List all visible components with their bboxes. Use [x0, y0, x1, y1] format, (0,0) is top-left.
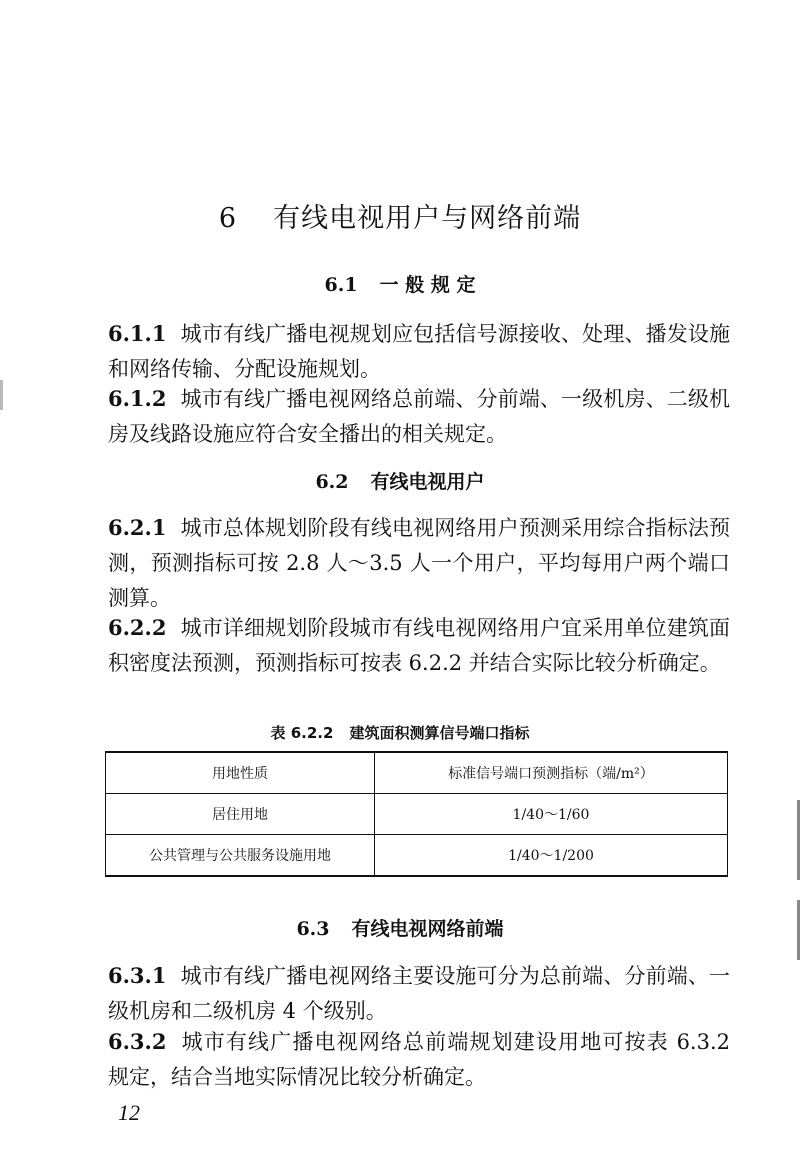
chapter-title — [0, 196, 800, 235]
clause-6-2-1 — [108, 510, 730, 616]
section-number: 6.2 — [315, 471, 349, 493]
table-header-cell: 标准信号端口预测指标（端/m²） — [375, 752, 728, 794]
clause-6-3-2 — [108, 1024, 730, 1095]
clause-number: 6.1.1 — [108, 321, 167, 346]
clause-number: 6.3.1 — [108, 963, 167, 988]
clause-number: 6.2.1 — [108, 515, 167, 540]
page-number: 12 — [118, 1100, 140, 1125]
clause-text: 城市总体规划阶段有线电视网络用户预测采用综合指标法预测，预测指标可按 2.8 人～3.5 人一个用户，平均每用户两个端口测算。 — [108, 516, 730, 610]
clause-6-2-2 — [108, 610, 730, 681]
section-title-6-1 — [0, 270, 800, 297]
clause-number: 6.2.2 — [108, 615, 167, 640]
table-header-row — [106, 752, 728, 794]
table-cell: 1/40～1/200 — [375, 835, 728, 877]
clause-6-1-2 — [108, 381, 730, 452]
clause-6-1-1 — [108, 316, 730, 387]
section-number: 6.3 — [296, 918, 330, 940]
table-cell: 公共管理与公共服务设施用地 — [106, 835, 375, 877]
clause-text: 城市详细规划阶段城市有线电视网络用户宜采用单位建筑面积密度法预测，预测指标可按表 6.2.2 并结合实际比较分析确定。 — [108, 616, 730, 675]
table-cell: 居住用地 — [106, 794, 375, 835]
section-title-text: 一 般 规 定 — [379, 274, 476, 296]
table-caption — [0, 722, 800, 743]
clause-number: 6.1.2 — [108, 386, 167, 411]
table-row — [106, 835, 728, 877]
table-number: 表 6.2.2 — [270, 724, 334, 742]
section-number: 6.1 — [324, 274, 358, 296]
chapter-number: 6 — [218, 203, 238, 234]
table-title: 建筑面积测算信号端口指标 — [349, 724, 530, 742]
chapter-title-text: 有线电视用户与网络前端 — [273, 203, 582, 234]
clause-number: 6.3.2 — [108, 1029, 167, 1054]
section-title-text: 有线电视用户 — [370, 471, 485, 493]
table-cell: 1/40～1/60 — [375, 794, 728, 835]
section-title-6-2 — [0, 467, 800, 494]
clause-text: 城市有线广播电视网络主要设施可分为总前端、分前端、一级机房和二级机房 4 个级别。 — [108, 964, 730, 1023]
clause-6-3-1 — [108, 958, 730, 1029]
clause-text: 城市有线广播电视规划应包括信号源接收、处理、播发设施和网络传输、分配设施规划。 — [108, 322, 730, 381]
section-title-text: 有线电视网络前端 — [351, 918, 504, 940]
table-row — [106, 794, 728, 835]
clause-text: 城市有线广播电视网络总前端、分前端、一级机房、二级机房及线路设施应符合安全播出的相关规定。 — [108, 387, 730, 446]
clause-text: 城市有线广播电视网络总前端规划建设用地可按表 6.3.2 规定，结合当地实际情况比较分析确定。 — [108, 1030, 730, 1089]
section-title-6-3 — [0, 914, 800, 941]
table-header-cell: 用地性质 — [106, 752, 375, 794]
port-index-table — [105, 751, 728, 877]
scan-edge-mark — [0, 380, 3, 410]
